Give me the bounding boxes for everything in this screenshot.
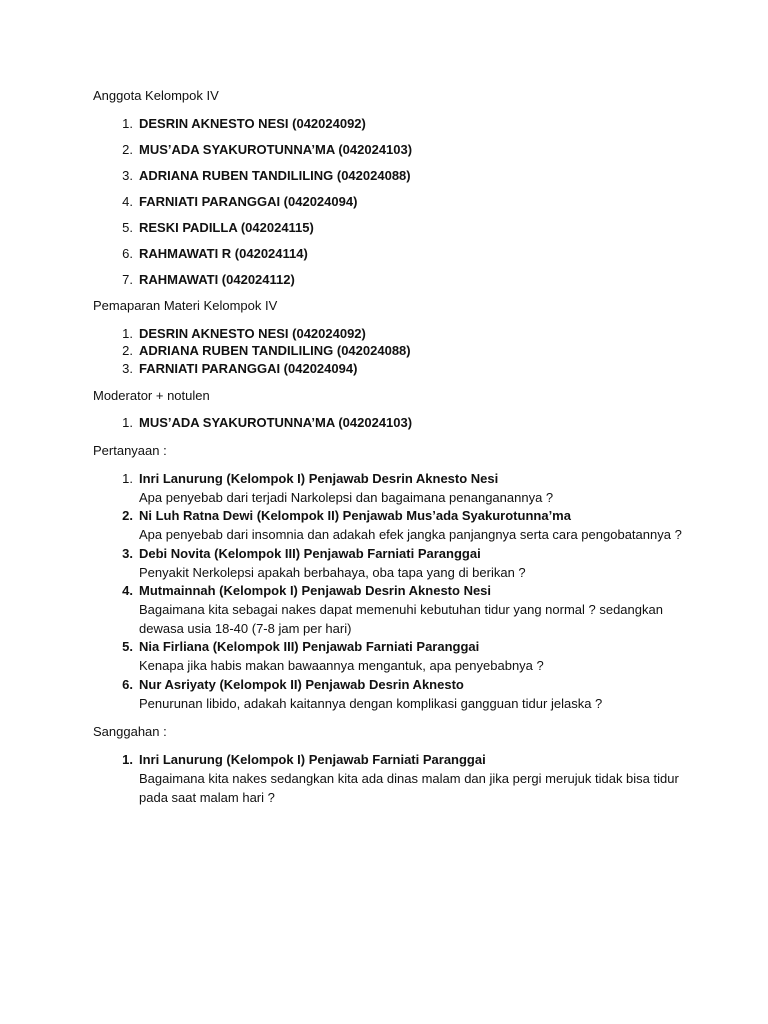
list-item <box>122 342 686 360</box>
section-title-sanggahan: Sanggahan : <box>93 724 167 739</box>
list-item <box>122 245 686 263</box>
question-item <box>122 676 686 713</box>
list-number: 4. <box>122 194 133 209</box>
list-number: 1. <box>122 326 133 341</box>
list-number: 6. <box>122 246 133 261</box>
list-item <box>122 219 686 237</box>
question-heading: Mutmainnah (Kelompok I) Penjawab Desrin Aknesto Nesi <box>139 583 492 598</box>
list-number: 4. <box>122 583 133 598</box>
question-item <box>122 507 686 544</box>
question-text: Penurunan libido, adakah kaitannya dengan komplikasi gangguan tidur jelaska ? <box>139 696 603 711</box>
list-item <box>122 193 686 211</box>
moderator-name: MUS’ADA SYAKUROTUNNA’MA (042024103) <box>139 415 413 430</box>
member-name: FARNIATI PARANGGAI (042024094) <box>139 194 358 209</box>
rebuttal-heading: Inri Lanurung (Kelompok I) Penjawab Farniati Paranggai <box>139 752 486 767</box>
member-name: MUS’ADA SYAKUROTUNNA’MA (042024103) <box>139 142 413 157</box>
rebuttal-item <box>122 751 686 807</box>
list-item <box>122 414 686 432</box>
list-number: 3. <box>122 546 133 561</box>
list-item <box>122 141 686 159</box>
list-number: 1. <box>122 415 133 430</box>
list-item <box>122 271 686 289</box>
question-heading: Nia Firliana (Kelompok III) Penjawab Farniati Paranggai <box>139 639 480 654</box>
list-number: 2. <box>122 142 133 157</box>
question-text: Bagaimana kita sebagai nakes dapat memenuhi kebutuhan tidur yang normal ? sedangkan dewasa usia 18-40 (7-8 jam per hari) <box>139 602 663 636</box>
list-number: 7. <box>122 272 133 287</box>
list-number: 1. <box>122 471 133 486</box>
section-title-moderator: Moderator + notulen <box>93 388 210 403</box>
list-number: 3. <box>122 361 133 376</box>
member-name: RAHMAWATI R (042024114) <box>139 246 308 261</box>
list-item <box>122 325 686 343</box>
question-heading: Debi Novita (Kelompok III) Penjawab Farniati Paranggai <box>139 546 481 561</box>
section-title-pemaparan: Pemaparan Materi Kelompok IV <box>93 298 278 313</box>
question-item <box>122 545 686 582</box>
list-number: 1. <box>122 752 133 767</box>
list-number: 2. <box>122 343 133 358</box>
list-number: 6. <box>122 677 133 692</box>
question-heading: Ni Luh Ratna Dewi (Kelompok II) Penjawab Mus’ada Syakurotunna’ma <box>139 508 571 523</box>
list-number: 2. <box>122 508 133 523</box>
question-text: Kenapa jika habis makan bawaannya mengantuk, apa penyebabnya ? <box>139 658 544 673</box>
member-name: RESKI PADILLA (042024115) <box>139 220 314 235</box>
question-item <box>122 638 686 675</box>
list-number: 3. <box>122 168 133 183</box>
question-heading: Inri Lanurung (Kelompok I) Penjawab Desrin Aknesto Nesi <box>139 471 499 486</box>
question-heading: Nur Asriyaty (Kelompok II) Penjawab Desrin Aknesto <box>139 677 464 692</box>
rebuttal-text: Bagaimana kita nakes sedangkan kita ada dinas malam dan jika pergi merujuk tidak bisa tidur pada saat malam hari ? <box>139 771 679 805</box>
question-text: Penyakit Nerkolepsi apakah berbahaya, oba tapa yang di berikan ? <box>139 565 526 580</box>
list-number: 5. <box>122 220 133 235</box>
list-item <box>122 360 686 378</box>
section-title-anggota: Anggota Kelompok IV <box>93 88 219 103</box>
question-item <box>122 470 686 507</box>
question-item <box>122 582 686 638</box>
list-item <box>122 115 686 133</box>
section-title-pertanyaan: Pertanyaan : <box>93 443 167 458</box>
presenter-name: ADRIANA RUBEN TANDILILING (042024088) <box>139 343 411 358</box>
list-item <box>122 167 686 185</box>
member-name: ADRIANA RUBEN TANDILILING (042024088) <box>139 168 411 183</box>
member-name: RAHMAWATI (042024112) <box>139 272 295 287</box>
list-number: 1. <box>122 116 133 131</box>
presenter-name: DESRIN AKNESTO NESI (042024092) <box>139 326 366 341</box>
question-text: Apa penyebab dari insomnia dan adakah efek jangka panjangnya serta cara pengobatannya ? <box>139 527 682 542</box>
question-text: Apa penyebab dari terjadi Narkolepsi dan bagaimana penanganannya ? <box>139 490 554 505</box>
list-number: 5. <box>122 639 133 654</box>
member-name: DESRIN AKNESTO NESI (042024092) <box>139 116 366 131</box>
presenter-name: FARNIATI PARANGGAI (042024094) <box>139 361 358 376</box>
